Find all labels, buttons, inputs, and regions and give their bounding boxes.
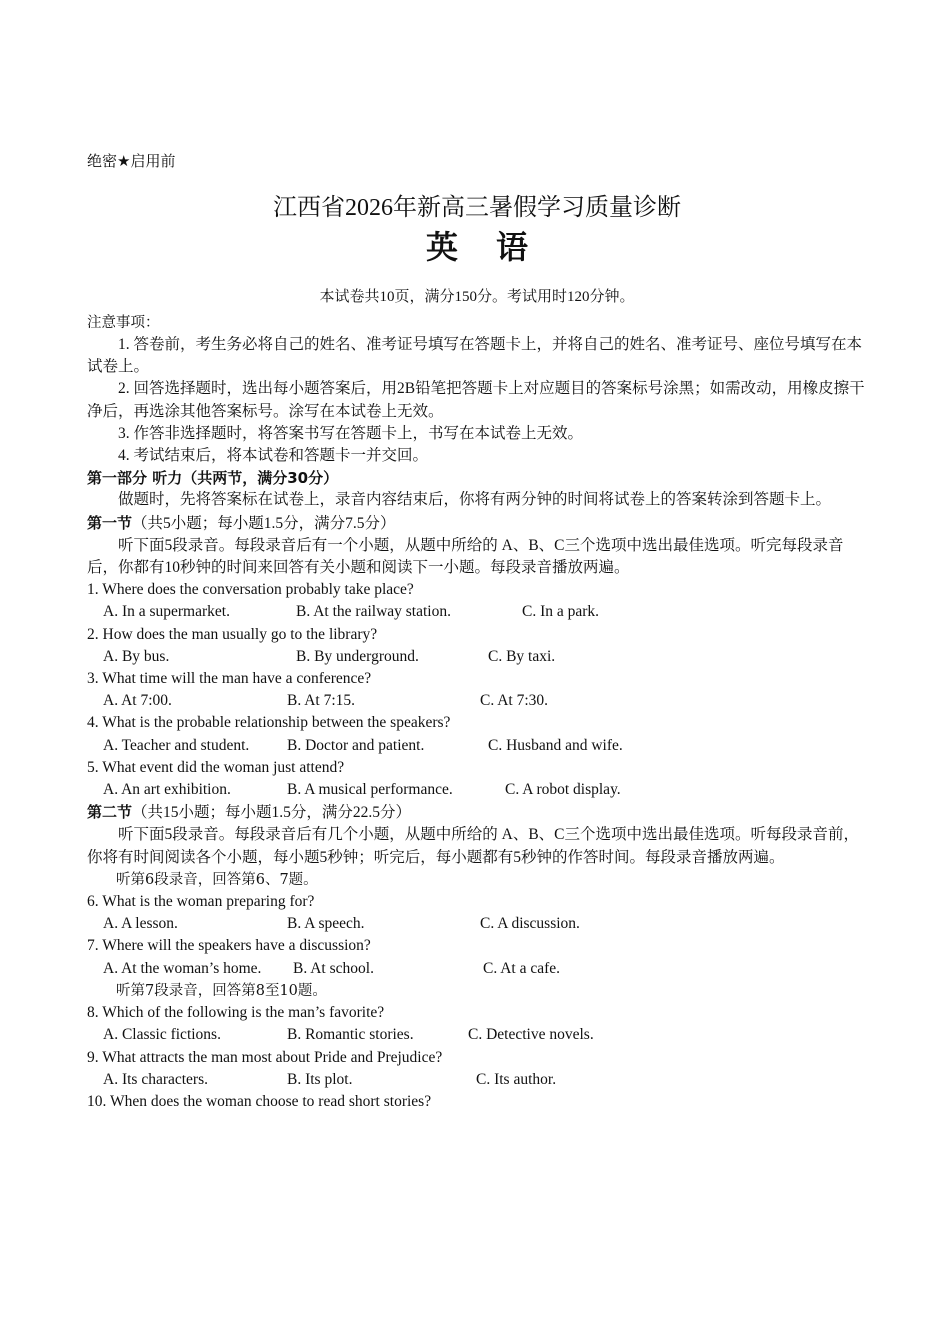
option-a: A. In a supermarket.: [103, 603, 230, 621]
section2-heading: [87, 801, 867, 824]
exam-info: 本试卷共10页，满分150分。考试用时120分钟。: [319, 289, 635, 305]
option-a: A. Classic fictions.: [103, 1026, 221, 1044]
part1-instruction: 做题时，先将答案标在试卷上，录音内容结束后，你将有两分钟的时间将试卷上的答案转涂到答题卡上。: [118, 491, 832, 509]
option-b: B. Doctor and patient.: [287, 736, 425, 754]
section2-instruction: 听下面5段录音。每段录音后有几个小题，从题中所给的 A、B、C三个选项中选出最佳选项。听每段录音前，你将有时间阅读各个小题，每小题5秒钟；听完后，每小题都有5秒钟的作答时间。每段录音播放两遍。: [87, 826, 859, 866]
options-1: [103, 601, 867, 623]
option-c: C. A robot display.: [505, 781, 621, 799]
part1-heading: 第一部分 听力（共两节，满分30分）: [87, 469, 339, 488]
option-c: C. At a cafe.: [483, 959, 561, 977]
question-5: 5. What event did the woman just attend?: [87, 758, 345, 776]
question-6: 6. What is the woman preparing for?: [87, 893, 315, 911]
question-8: 8. Which of the following is the man’s favorite?: [87, 1004, 385, 1022]
option-b: B. By underground.: [296, 647, 419, 665]
options-2: [103, 646, 867, 668]
option-c: C. Detective novels.: [468, 1026, 594, 1044]
option-a: A. Its characters.: [103, 1070, 209, 1088]
options-4: [103, 735, 867, 757]
option-c: C. In a park.: [522, 603, 600, 621]
confidential-label: 绝密★启用前: [87, 152, 176, 170]
option-a: A. At the woman’s home.: [103, 959, 262, 977]
option-a: A. An art exhibition.: [103, 781, 231, 799]
options-3: [103, 690, 867, 712]
section1-instruction: 听下面5段录音。每段录音后有一个小题，从题中所给的 A、B、C三个选项中选出最佳选项。听完每段录音后，你都有10秒钟的时间来回答有关小题和阅读下一小题。每段录音播放两遍。: [87, 536, 844, 577]
option-a: A. By bus.: [103, 647, 170, 665]
question-7: 7. Where will the speakers have a discussion?: [87, 937, 371, 955]
audio-hint-6: 听第6段录音，回答第6、7题。: [116, 871, 318, 888]
question-9: 9. What attracts the man most about Pride and Prejudice?: [87, 1048, 443, 1066]
options-5: [103, 779, 867, 801]
option-b: B. A speech.: [287, 915, 365, 933]
section1-title: 第一节: [87, 513, 133, 532]
notice-item: 2. 回答选择题时，选出每小题答案后，用2B铅笔把答题卡上对应题目的答案标号涂黑；如需改动，用橡皮擦干净后，再选涂其他答案标号。涂写在本试卷上无效。: [87, 380, 865, 420]
options-6: [103, 913, 867, 935]
notice-item: 3. 作答非选择题时，将答案书写在答题卡上，书写在本试卷上无效。: [118, 424, 584, 442]
question-10: 10. When does the woman choose to read short stories?: [87, 1092, 432, 1110]
exam-page: [87, 150, 867, 1113]
option-c: C. Its author.: [476, 1070, 557, 1088]
option-a: A. Teacher and student.: [103, 736, 250, 754]
options-9: [103, 1069, 867, 1091]
option-c: C. By taxi.: [488, 647, 556, 665]
question-4: 4. What is the probable relationship between the speakers?: [87, 714, 451, 732]
notice-item: 4. 考试结束后，将本试卷和答题卡一并交回。: [118, 447, 429, 465]
section1-heading: [87, 512, 867, 535]
question-1: 1. Where does the conversation probably take place?: [87, 581, 414, 599]
section2-title: 第二节: [87, 803, 133, 822]
option-c: C. Husband and wife.: [488, 736, 623, 754]
option-a: A. At 7:00.: [103, 692, 172, 710]
option-a: A. A lesson.: [103, 915, 178, 933]
option-c: C. At 7:30.: [480, 692, 549, 710]
options-7: [103, 958, 867, 980]
subject-title: 英语: [425, 228, 566, 266]
option-b: B. Its plot.: [287, 1070, 353, 1088]
option-b: B. At 7:15.: [287, 692, 356, 710]
option-b: B. At the railway station.: [296, 603, 451, 621]
notice-item: 1. 答卷前，考生务必将自己的姓名、准考证号填写在答题卡上，并将自己的姓名、准考证号、座位号填写在本试卷上。: [87, 336, 863, 376]
option-b: B. Romantic stories.: [287, 1026, 414, 1044]
audio-hint-7: 听第7段录音，回答第8至10题。: [116, 982, 327, 999]
exam-title: 江西省2026年新高三暑假学习质量诊断: [273, 195, 681, 221]
option-b: B. At school.: [293, 959, 374, 977]
option-b: B. A musical performance.: [287, 781, 453, 799]
section1-note: （共5小题；每小题1.5分，满分7.5分）: [132, 514, 396, 532]
section2-note: （共15小题；每小题1.5分，满分22.5分）: [132, 804, 412, 822]
notice-heading: 注意事项：: [87, 315, 160, 331]
question-3: 3. What time will the man have a conference?: [87, 670, 372, 688]
question-2: 2. How does the man usually go to the library?: [87, 625, 378, 643]
options-8: [103, 1024, 867, 1046]
option-c: C. A discussion.: [480, 915, 580, 933]
